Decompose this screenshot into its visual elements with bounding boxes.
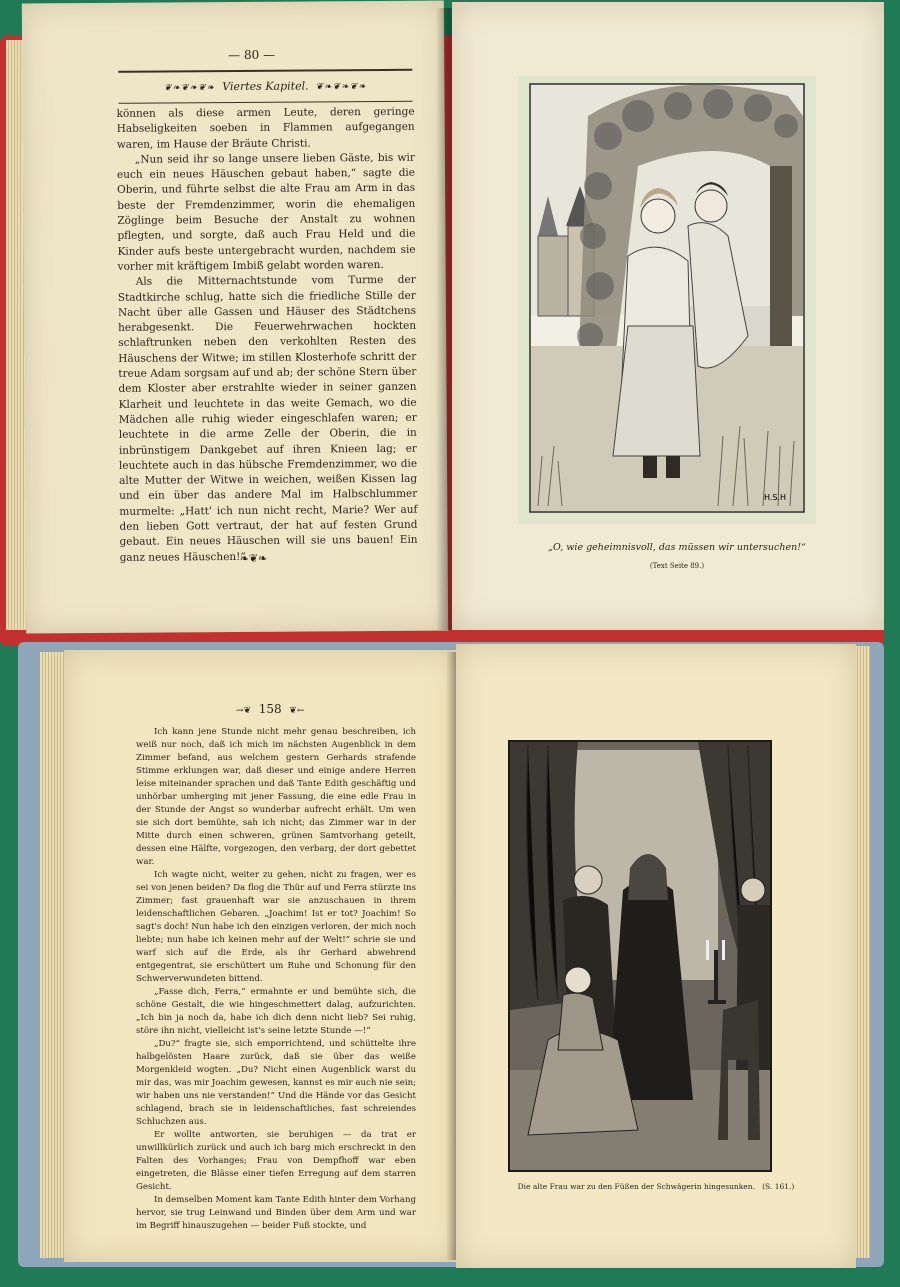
body-text (136, 726, 416, 1233)
paragraph: Ich wagte nicht, weiter zu gehen, nicht zu fragen, wer es sei von jenen beiden? Da flog die Thür auf und Ferra stürzte ins Zimmer; fast grauenhaft war sie anzuschauen in ihrem leidenschaftlichen Gebaren. „Joachim! Ist er tot? Joachim! So sagt's doch! Nun habe ich den einzigen verloren, der mich noch liebte; nun habe ich keinen mehr auf der Welt!“ schrie sie und warf sich auf die Erde, als ihr Gerhard abwehrend entgegentrat, sie erschüttert um Ruhe und Schonung für den Schwerverwundeten bittend. (136, 870, 416, 984)
paragraph: „Nun seid ihr so lange unsere lieben Gäste, bis wir euch ein neues Häuschen gebaut haben,“ sagte die Oberin, und führte selbst die alte Frau am Arm in das beste der Fremdenzimmer, worin die ehemaligen Zöglinge beim Besuche der Anstalt zu wohnen pflegten, und sorgte, daß auch Frau Held und die Kinder aufs beste untergebracht wurden, nachdem sie vorher mit kräftigem Imbiß gelabt worden waren. (116, 151, 416, 273)
page-number: 158 (258, 702, 282, 716)
chapter-heading-bar (118, 69, 412, 104)
chapter-heading: Viertes Kapitel. (222, 79, 309, 94)
paragraph: „Du?“ fragte sie, sich emporrichtend, und schüttelte ihre halbgelösten Haare zurück, daß sie über das weiße Morgenkleid wogten. „Du? Nicht einen Augenblick warst du mir das, was mir Joachim gewesen, kannst es mir auch nie sein; wir haben uns nie verstanden!“ Und die Hände vor das Gesicht schlagend, brach sie in leidenschaftliches, fast schreiendes Schluchzen aus. (136, 1039, 416, 1127)
artist-signature: H.S.H (763, 493, 786, 502)
page-number: — 80 — (228, 47, 276, 63)
paragraph: können als diese armen Leute, deren geringe Habseligkeiten soeben in Flammen aufgegangen waren, im Hause der Bräute Christi. (116, 105, 415, 151)
page-number-row (236, 702, 304, 716)
paragraph: In demselben Moment kam Tante Edith hinter dem Vorhang hervor, sie trug Leinwand und Binden über dem Arm und war im Begriff hinauszugehen — beider Fuß stockte, und (136, 1195, 416, 1231)
illustration-plate-girls-at-wall (518, 76, 816, 524)
plate-caption: „O, wie geheimnisvoll, das müssen wir untersuchen!“ (548, 542, 806, 553)
plate-caption-reference: (S. 161.) (762, 1182, 795, 1191)
ornament-right-icon: ❦❧❦❧❦❧ (315, 82, 367, 93)
paragraph: Er wollte antworten, sie beruhigen — da trat er unwillkürlich zurück und auch ich barg mich erschreckt in den Falten des Vorhanges; Frau von Dempfhoff war eben eingetreten, die Blässe einer tiefen Erregung auf dem starren Gesicht. (136, 1130, 416, 1192)
page-ornament-left-icon: →❦ (236, 706, 252, 716)
bottom-left-page (64, 650, 458, 1262)
paragraph: Als die Mitternachtstunde vom Turme der Stadtkirche schlug, hatte sich die friedliche Stille der Nacht über alle Gassen und Häuser des Städtchens herabgesenkt. Die Feuerwehrwachen hockten schlaftrunken neben den verkohlten Resten des Häuschens der Witwe; im stillen Klosterhofe schritt der treue Adam sorgsam auf und ab; der schöne Stern über dem Kloster aber erstrahlte wieder in seiner ganzen Klarheit und leuchtete in das weite Gemach, wo die Mädchen alle ruhig wieder eingeschlafen waren; er leuchtete in die arme Zelle der Oberin, die in inbrünstigem Dankgebet auf ihren Knieen lag; er leuchtete auch in das hübsche Fremdenzimmer, wo die alte Mutter der Witwe in weichen, weißen Kissen lag und ein über das andere Mal im Halbschlummer murmelte: „Hatt' ich nun nicht recht, Marie? Wer auf den lieben Gott vertraut, der hat auf festen Grund gebaut. Ein neues Häuschen will sie uns bauen! Ein ganz neues Häuschen!“ (117, 274, 418, 564)
paragraph: Ich kann jene Stunde nicht mehr genau beschreiben, ich weiß nur noch, daß ich mich im nächsten Augenblick in dem Zimmer befand, aus welchem gestern Gerhards strafende Stimme erklungen war, daß dieser und einige andere Herren leise miteinander sprachen und daß Tante Edith geschäftig und unhörbar umherging mit jener Fassung, die eine edle Frau in der Stunde der Angst so wunderbar aufrecht erhält. Um wen sie sich dort bemühte, sah ich nicht; das Zimmer war in der Mitte durch einen schweren, grünen Samtvorhang geteilt, dessen eine Hälfte, vorgezogen, den verbarg, der dort gebettet war. (136, 727, 416, 867)
illustration-plate-sickroom-scene (508, 740, 772, 1172)
plate-caption-reference: (Text Seite 89.) (649, 562, 705, 570)
page-ornament-right-icon: ❦← (289, 706, 305, 716)
body-text (117, 105, 418, 566)
paragraph: „Fasse dich, Ferra,“ ermahnte er und bemühte sich, die schöne Gestalt, die wie hingeschmettert dalag, aufzurichten. „Ich bin ja noch da, habe ich dich denn nicht lieb? Sei ruhig, störe ihn nicht, vielleicht ist's seine letzte Stunde —!“ (136, 987, 416, 1036)
fleuron-icon: ❧❦❧ (239, 551, 268, 565)
plate-caption: Die alte Frau war zu den Füßen der Schwägerin hingesunken. (517, 1182, 755, 1191)
top-left-page (22, 1, 448, 634)
ornament-left-icon: ❦❧❦❧❦❧ (163, 83, 216, 94)
plate-caption-row (496, 1182, 816, 1191)
bottom-book-page-edges-left (40, 652, 66, 1258)
